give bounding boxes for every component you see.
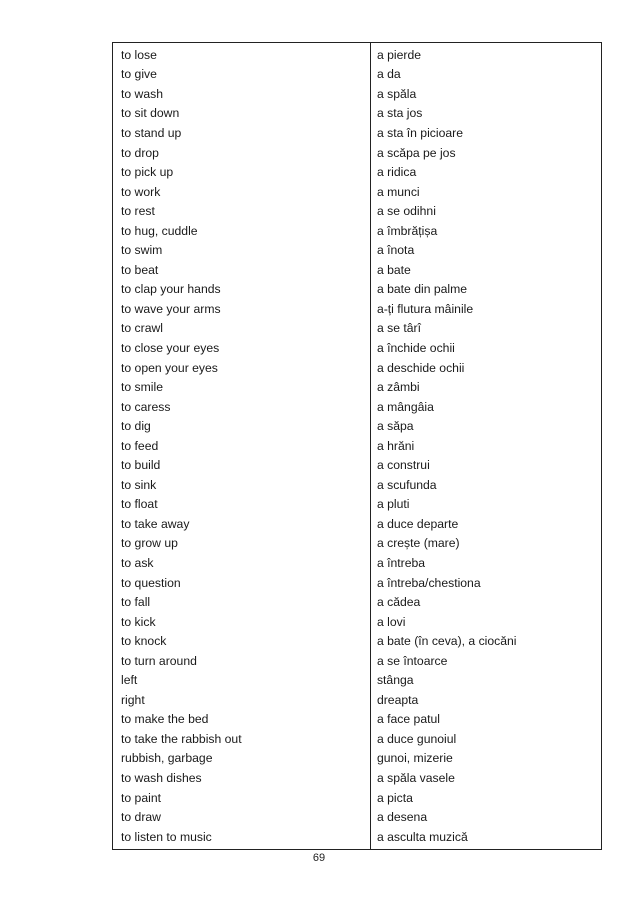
english-term: to listen to music — [121, 829, 212, 844]
table-row — [113, 710, 601, 730]
romanian-translation: a crește (mare) — [376, 536, 460, 551]
english-term: to kick — [121, 614, 156, 629]
romanian-translation: a închide ochii — [376, 340, 455, 355]
english-term: to wave your arms — [121, 301, 221, 316]
english-term: to pick up — [121, 165, 174, 180]
romanian-translation: a duce gunoiul — [376, 731, 457, 746]
table-row — [113, 534, 601, 554]
romanian-translation: a pluti — [376, 497, 410, 512]
romanian-translation: a bate — [376, 262, 411, 277]
romanian-translation: a ridica — [376, 165, 417, 180]
english-term: to sink — [121, 477, 157, 492]
table-row — [113, 65, 601, 85]
page-number: 69 — [312, 852, 326, 864]
vocabulary-rows — [113, 45, 601, 846]
table-row — [113, 436, 601, 456]
romanian-translation: dreapta — [376, 692, 419, 707]
table-row — [113, 807, 601, 827]
table-row — [113, 651, 601, 671]
english-term: left — [121, 673, 138, 688]
table-row — [113, 162, 601, 182]
romanian-translation: a săpa — [376, 419, 414, 434]
romanian-translation: a mângâia — [376, 399, 434, 414]
romanian-translation: a lovi — [376, 614, 406, 629]
table-row — [113, 280, 601, 300]
english-term: to grow up — [121, 536, 178, 551]
romanian-translation: a-ți flutura mâinile — [376, 301, 474, 316]
english-term: to give — [121, 67, 157, 82]
english-term: to clap your hands — [121, 282, 221, 297]
english-term: to swim — [121, 243, 163, 258]
table-row — [113, 358, 601, 378]
table-row — [113, 397, 601, 417]
english-term: to build — [121, 458, 161, 473]
english-term: to smile — [121, 380, 163, 395]
romanian-translation: a zâmbi — [376, 380, 420, 395]
english-term: to caress — [121, 399, 171, 414]
table-row — [113, 690, 601, 710]
romanian-translation: a duce departe — [376, 516, 459, 531]
english-term: to take away — [121, 516, 190, 531]
table-row — [113, 729, 601, 749]
english-term: to dig — [121, 419, 151, 434]
table-row — [113, 592, 601, 612]
table-row — [113, 201, 601, 221]
romanian-translation: a îmbrățișa — [376, 223, 438, 238]
english-term: to crawl — [121, 321, 163, 336]
english-term: rubbish, garbage — [121, 751, 213, 766]
table-row — [113, 416, 601, 436]
english-term: to take the rabbish out — [121, 731, 242, 746]
table-row — [113, 299, 601, 319]
table-row — [113, 827, 601, 847]
romanian-translation: a hrăni — [376, 438, 415, 453]
english-term: to stand up — [121, 125, 182, 140]
romanian-translation: a construi — [376, 458, 430, 473]
english-term: to make the bed — [121, 712, 209, 727]
table-row — [113, 495, 601, 515]
english-term: to turn around — [121, 653, 197, 668]
table-row — [113, 240, 601, 260]
table-row — [113, 671, 601, 691]
romanian-translation: a cădea — [376, 595, 421, 610]
table-row — [113, 84, 601, 104]
table-row — [113, 377, 601, 397]
table-row — [113, 338, 601, 358]
english-term: to sit down — [121, 106, 180, 121]
romanian-translation: a pierde — [376, 47, 421, 62]
romanian-translation: gunoi, mizerie — [376, 751, 453, 766]
english-term: to drop — [121, 145, 159, 160]
vocabulary-table — [112, 42, 602, 850]
table-row — [113, 553, 601, 573]
romanian-translation: a sta în picioare — [376, 125, 463, 140]
romanian-translation: a se târî — [376, 321, 421, 336]
english-term: to close your eyes — [121, 340, 220, 355]
romanian-translation: a întreba/chestiona — [376, 575, 481, 590]
english-term: to wash — [121, 86, 164, 101]
english-term: to draw — [121, 810, 161, 825]
table-row — [113, 221, 601, 241]
romanian-translation: a face patul — [376, 712, 440, 727]
table-row — [113, 455, 601, 475]
english-term: to open your eyes — [121, 360, 218, 375]
romanian-translation: a înota — [376, 243, 415, 258]
table-row — [113, 319, 601, 339]
english-term: to work — [121, 184, 161, 199]
romanian-translation: a spăla — [376, 86, 417, 101]
english-term: to fall — [121, 595, 151, 610]
table-row — [113, 612, 601, 632]
romanian-translation: a se întoarce — [376, 653, 448, 668]
romanian-translation: a desena — [376, 810, 428, 825]
table-row — [113, 104, 601, 124]
romanian-translation: a se odihni — [376, 204, 436, 219]
table-row — [113, 45, 601, 65]
romanian-translation: a bate (în ceva), a ciocăni — [376, 634, 517, 649]
english-term: to lose — [121, 47, 157, 62]
romanian-translation: a picta — [376, 790, 413, 805]
table-row — [113, 260, 601, 280]
romanian-translation: a asculta muzică — [376, 829, 468, 844]
romanian-translation: a sta jos — [376, 106, 423, 121]
table-row — [113, 573, 601, 593]
table-row — [113, 123, 601, 143]
english-term: to rest — [121, 204, 155, 219]
table-row — [113, 631, 601, 651]
romanian-translation: stânga — [376, 673, 414, 688]
romanian-translation: a da — [376, 67, 401, 82]
table-row — [113, 788, 601, 808]
english-term: to paint — [121, 790, 161, 805]
english-term: to hug, cuddle — [121, 223, 198, 238]
table-row — [113, 143, 601, 163]
table-row — [113, 749, 601, 769]
english-term: to beat — [121, 262, 159, 277]
english-term: to knock — [121, 634, 167, 649]
table-row — [113, 768, 601, 788]
english-term: to ask — [121, 555, 154, 570]
romanian-translation: a bate din palme — [376, 282, 468, 297]
table-row — [113, 514, 601, 534]
romanian-translation: a întreba — [376, 555, 426, 570]
romanian-translation: a spăla vasele — [376, 771, 455, 785]
english-term: right — [121, 692, 145, 707]
table-row — [113, 475, 601, 495]
english-term: to question — [121, 575, 181, 590]
romanian-translation: a deschide ochii — [376, 360, 465, 375]
romanian-translation: a scăpa pe jos — [376, 145, 456, 160]
english-term: to wash dishes — [121, 771, 202, 785]
english-term: to feed — [121, 438, 159, 453]
english-term: to float — [121, 497, 158, 512]
table-row — [113, 182, 601, 202]
romanian-translation: a scufunda — [376, 477, 437, 492]
romanian-translation: a munci — [376, 184, 420, 199]
